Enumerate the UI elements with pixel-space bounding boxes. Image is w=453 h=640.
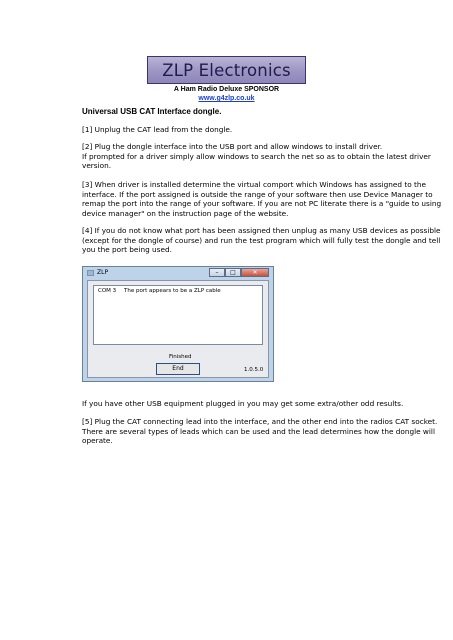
end-button[interactable]: End — [156, 363, 200, 375]
step-2-line-2: If prompted for a driver simply allow windows to search the net so as to obtain the latest driver — [82, 151, 431, 161]
app-icon — [87, 270, 94, 276]
result-message: The port appears to be a ZLP cable — [124, 288, 221, 294]
step-4-line-1: [4] If you do not know what port has been assigned then unplug as many USB devices as possible — [82, 226, 441, 235]
step-2-line-3: version. — [82, 161, 112, 171]
step-5-line-1: [5] Plug the CAT connecting lead into the interface, and the other end into the radios CAT socket. — [82, 417, 438, 426]
step-3-line-3: remap the port into the range of your software. If you are not PC literate there is a "guide to using — [82, 199, 442, 209]
logo-text: ZLP Electronics — [162, 60, 291, 80]
document-heading: Universal USB CAT Interface dongle. — [82, 107, 222, 116]
step-5-line-3: operate. — [82, 436, 113, 446]
website-link[interactable]: www.g4zlp.co.uk — [198, 95, 255, 102]
dialog-title: ZLP — [97, 269, 109, 276]
minimize-button[interactable]: – — [209, 268, 225, 277]
version-label: 1.0.5.0 — [244, 367, 264, 373]
port-value: COM 3 — [98, 288, 117, 294]
step-1: [1] Unplug the CAT lead from the dongle. — [82, 125, 233, 134]
step-4-line-3: you the port being used. — [82, 245, 172, 255]
step-3-line-4: device manager" on the instruction page of the website. — [82, 208, 289, 218]
step-2-line-1: [2] Plug the dongle interface into the USB port and allow windows to install driver. — [82, 142, 383, 151]
step-4-line-2: (except for the dongle of course) and run the test program which will fully test the dongle and tell — [82, 235, 441, 245]
test-program-dialog — [82, 266, 274, 382]
result-listbox[interactable] — [93, 285, 263, 345]
sponsor-line: A Ham Radio Deluxe SPONSOR — [173, 86, 280, 93]
step-5-line-2: There are several types of leads which can be used and the lead determines how the dongle will — [82, 426, 435, 436]
maximize-button[interactable]: □ — [225, 268, 241, 277]
usb-note: If you have other USB equipment plugged in you may get some extra/other odd results. — [82, 399, 404, 408]
dialog-client-area — [87, 280, 269, 378]
close-button[interactable]: ✕ — [241, 268, 269, 277]
step-3-line-1: [3] When driver is installed determine the virtual comport which Windows has assigned to the — [82, 180, 426, 189]
status-text: Finished — [169, 354, 192, 360]
step-3-line-2: interface. If the port assigned is outside the range of your software then use Device Manager to — [82, 189, 433, 199]
zlp-logo — [147, 56, 306, 84]
